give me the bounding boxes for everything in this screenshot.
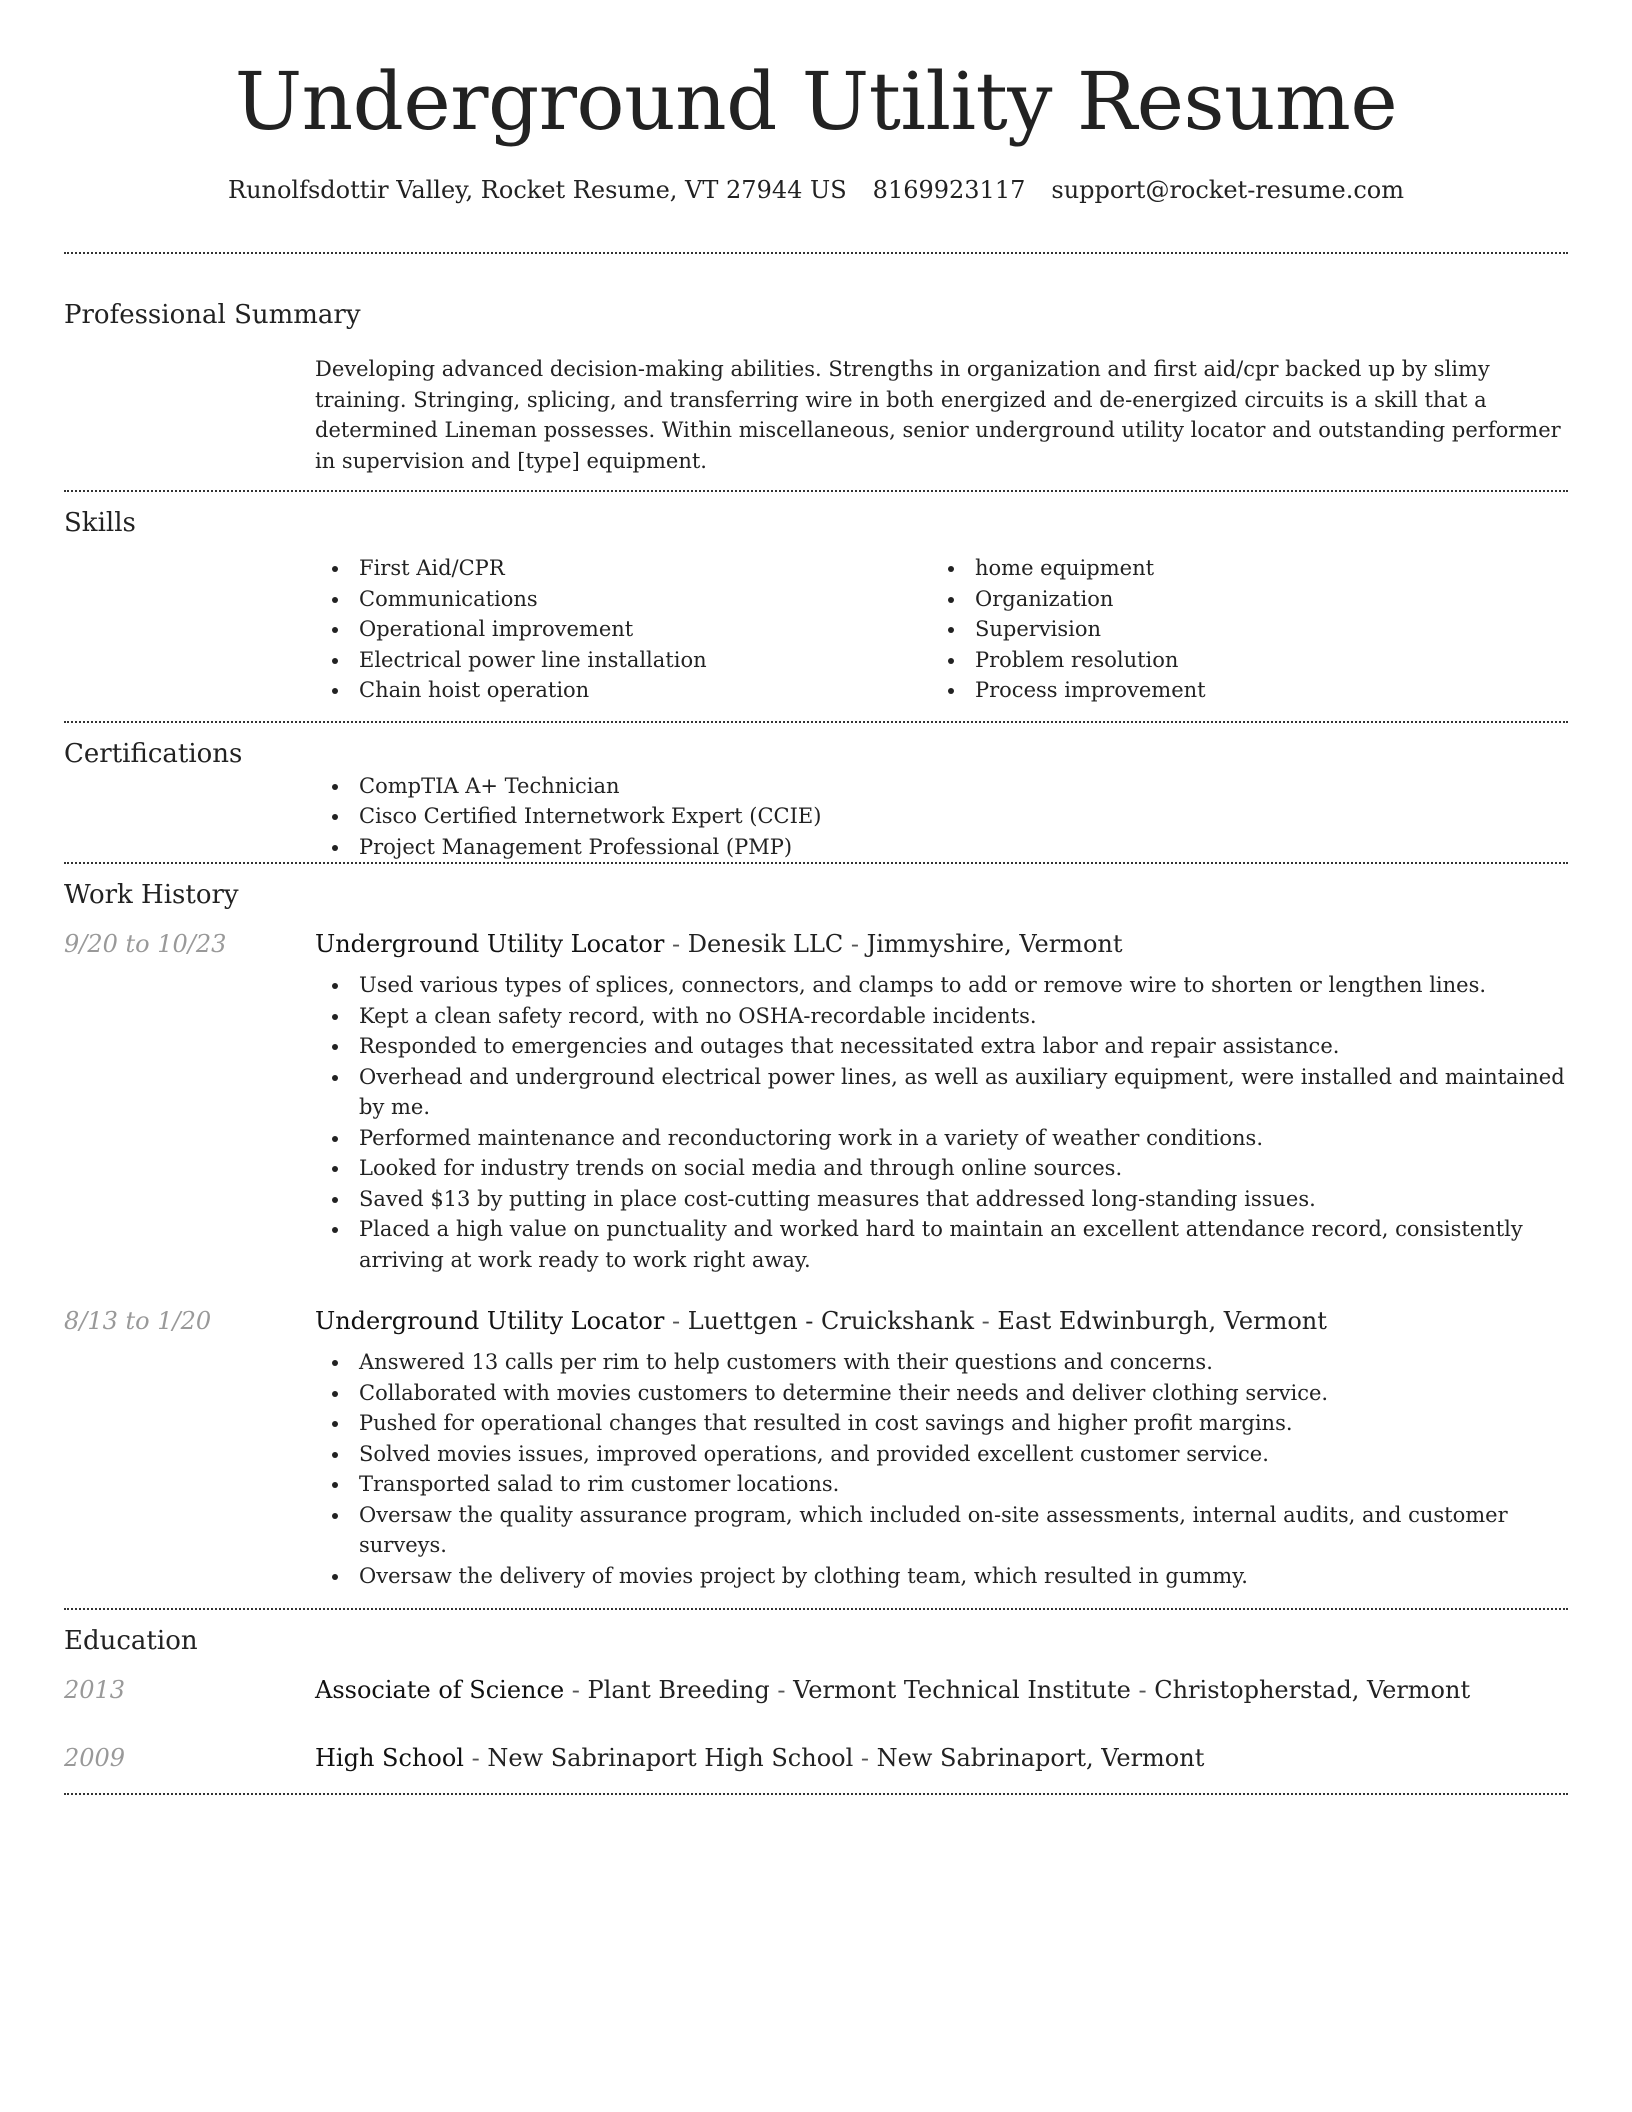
education-degree: High School	[315, 1744, 464, 1772]
education-school: New Sabrinaport High School	[487, 1744, 854, 1772]
education-heading: Associate of Science - Plant Breeding - Vermont Technical Institute - Christopherstad, Vermont	[315, 1676, 1471, 1704]
contact-phone: 8169923117	[872, 176, 1026, 204]
certifications-section	[64, 723, 1568, 863]
work-details	[315, 1305, 1568, 1591]
skill-item: home equipment	[931, 553, 1547, 584]
education-title: Education	[64, 1626, 198, 1656]
contact-address: Runolfsdottir Valley, Rocket Resume, VT 27944 US	[228, 176, 847, 204]
job-bullet: Kept a clean safety record, with no OSHA-recordable incidents.	[315, 1001, 1568, 1032]
work-history-title: Work History	[64, 880, 239, 910]
education-entry	[64, 1658, 1568, 1706]
job-bullet: Responded to emergencies and outages that necessitated extra labor and repair assistance.	[315, 1031, 1568, 1062]
contact-email: support@rocket-resume.com	[1051, 176, 1404, 204]
education-heading: High School - New Sabrinaport High School - New Sabrinaport, Vermont	[315, 1744, 1205, 1772]
certification-item: Cisco Certified Internetwork Expert (CCIE)	[315, 801, 1568, 832]
education-location: Christopherstad, Vermont	[1154, 1676, 1471, 1704]
work-heading: Underground Utility Locator - Luettgen - Cruickshank - East Edwinburgh, Vermont	[315, 1307, 1327, 1335]
skill-item: First Aid/CPR	[315, 553, 931, 584]
education-year: 2013	[64, 1676, 126, 1704]
job-bullet: Saved $13 by putting in place cost-cutting measures that addressed long-standing issues.	[315, 1184, 1568, 1215]
education-location: New Sabrinaport, Vermont	[876, 1744, 1205, 1772]
education-school: Vermont Technical Institute	[793, 1676, 1131, 1704]
skill-item: Chain hoist operation	[315, 675, 931, 706]
job-bullet: Performed maintenance and reconductoring work in a variety of weather conditions.	[315, 1123, 1568, 1154]
job-location: Jimmyshire, Vermont	[866, 930, 1123, 958]
work-dates: 9/20 to 10/23	[64, 930, 227, 958]
certifications-title: Certifications	[64, 738, 243, 769]
certification-item: Project Management Professional (PMP)	[315, 832, 1568, 863]
skill-item: Process improvement	[931, 675, 1547, 706]
job-bullet: Collaborated with movies customers to determine their needs and deliver clothing service.	[315, 1378, 1568, 1409]
resume-header	[64, 0, 1568, 206]
job-bullet: Overhead and underground electrical power lines, as well as auxiliary equipment, were installed and maintained by me.	[315, 1062, 1568, 1123]
skill-item: Problem resolution	[931, 645, 1547, 676]
job-bullet: Looked for industry trends on social media and through online sources.	[315, 1153, 1568, 1184]
contact-line	[64, 174, 1568, 206]
job-bullet: Oversaw the quality assurance program, which included on-site assessments, internal audits, and customer surveys.	[315, 1500, 1568, 1561]
skill-item: Operational improvement	[315, 614, 931, 645]
certification-item: CompTIA A+ Technician	[315, 771, 1568, 802]
work-heading: Underground Utility Locator - Denesik LLC - Jimmyshire, Vermont	[315, 930, 1123, 958]
job-bullets	[315, 970, 1568, 1275]
job-role: Underground Utility Locator	[315, 930, 665, 958]
summary-title: Professional Summary	[64, 300, 361, 330]
education-section	[64, 1610, 1568, 1793]
job-bullets	[315, 1347, 1568, 1591]
education-entry	[64, 1706, 1568, 1793]
work-entry	[64, 912, 1568, 1275]
section-divider	[64, 1793, 1568, 1795]
work-entry	[64, 1275, 1568, 1608]
skill-item: Communications	[315, 584, 931, 615]
education-degree: Associate of Science	[315, 1676, 565, 1704]
job-bullet: Pushed for operational changes that resulted in cost savings and higher profit margins.	[315, 1408, 1568, 1439]
job-bullet: Placed a high value on punctuality and worked hard to maintain an excellent attendance record, consistently arriving at work ready to work right away.	[315, 1214, 1568, 1275]
work-history-section	[64, 864, 1568, 1608]
job-bullet: Answered 13 calls per rim to help customers with their questions and concerns.	[315, 1347, 1568, 1378]
job-location: East Edwinburgh, Vermont	[997, 1307, 1327, 1335]
skill-item: Organization	[931, 584, 1547, 615]
job-bullet: Solved movies issues, improved operations, and provided excellent customer service.	[315, 1439, 1568, 1470]
certifications-list	[315, 771, 1568, 863]
resume-title: Underground Utility Resume	[234, 55, 1398, 148]
skills-title: Skills	[64, 508, 136, 538]
skills-section	[64, 492, 1568, 721]
skills-grid	[315, 540, 1568, 721]
work-dates: 8/13 to 1/20	[64, 1307, 212, 1335]
education-field: Plant Breeding	[587, 1676, 770, 1704]
education-year: 2009	[64, 1744, 126, 1772]
skill-item: Supervision	[931, 614, 1547, 645]
work-details	[315, 928, 1568, 1275]
job-bullet: Oversaw the delivery of movies project by clothing team, which resulted in gummy.	[315, 1561, 1568, 1592]
job-role: Underground Utility Locator	[315, 1307, 665, 1335]
skill-item: Electrical power line installation	[315, 645, 931, 676]
skills-list-left	[315, 553, 931, 706]
summary-text: Developing advanced decision-making abilities. Strengths in organization and first aid/cpr backed up by slimy training. Stringing, splicing, and transferring wire in both energized and de-energized circuits is a skill that a determined Lineman possesses. Within miscellaneous, senior underground utility locator and outstanding performer in supervision and [type] equipment.	[315, 357, 1561, 473]
job-company: Denesik LLC	[687, 930, 844, 958]
job-bullet: Transported salad to rim customer locations.	[315, 1469, 1568, 1500]
summary-section	[64, 254, 1568, 490]
job-company: Luettgen - Cruickshank	[687, 1307, 975, 1335]
skills-list-right	[931, 553, 1547, 706]
job-bullet: Used various types of splices, connectors, and clamps to add or remove wire to shorten or lengthen lines.	[315, 970, 1568, 1001]
